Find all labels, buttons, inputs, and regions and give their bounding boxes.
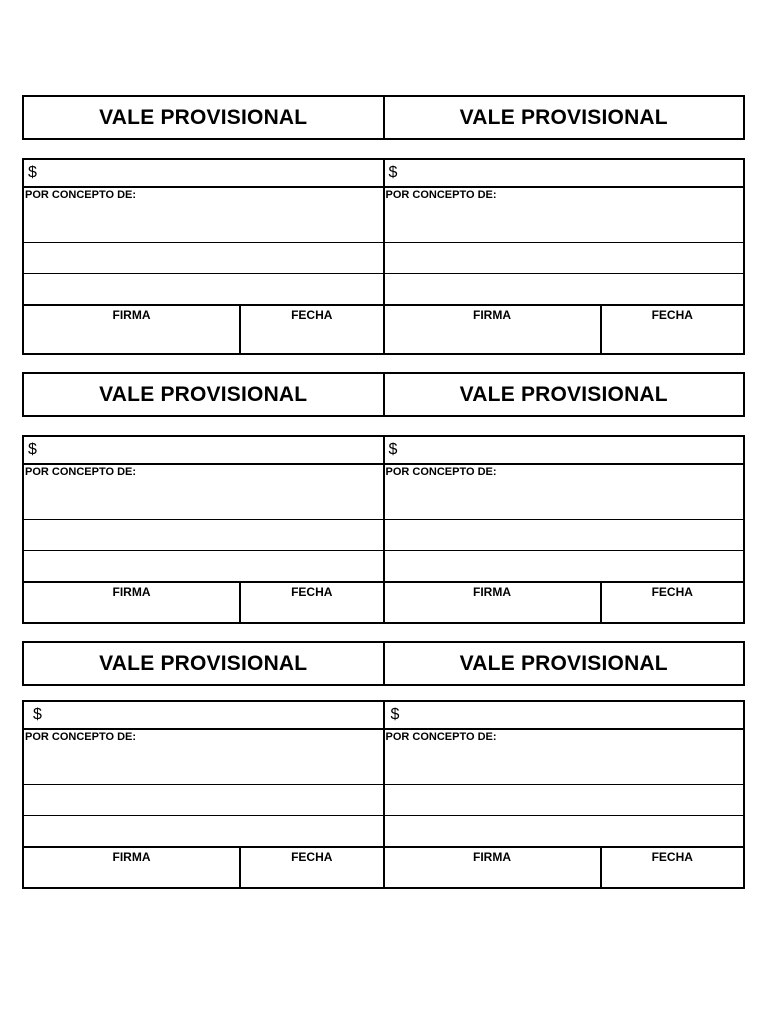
concept-line[interactable] [385,519,744,550]
amount-field[interactable] [385,437,744,463]
fecha-label: FECHA [291,850,333,864]
voucher-form [24,437,383,622]
firma-field[interactable] [385,848,600,887]
voucher-body-row-3 [22,700,745,889]
voucher-header-row-3 [22,641,745,686]
dollar-sign: $ [33,706,42,723]
concept-field[interactable] [385,728,744,784]
concept-label: POR CONCEPTO DE: [385,731,497,743]
concept-field[interactable] [385,463,744,519]
amount-field[interactable] [24,702,383,728]
concept-label: POR CONCEPTO DE: [25,189,137,201]
concept-label: POR CONCEPTO DE: [25,731,137,743]
dollar-sign: $ [388,441,398,458]
concept-field[interactable] [24,728,383,784]
voucher-header-row-1 [22,95,745,140]
firma-label: FIRMA [473,585,511,599]
firma-field[interactable] [24,848,239,887]
voucher-title: VALE PROVISIONAL [383,643,744,684]
concept-label: POR CONCEPTO DE: [385,466,497,478]
dollar-sign: $ [28,441,37,458]
concept-line[interactable] [24,784,383,815]
fecha-field[interactable] [600,848,744,887]
amount-field[interactable] [385,702,744,728]
fecha-field[interactable] [600,583,744,622]
fecha-field[interactable] [239,583,383,622]
concept-line[interactable] [385,815,744,846]
firma-field[interactable] [24,583,239,622]
voucher-title: VALE PROVISIONAL [383,97,744,138]
concept-line[interactable] [24,242,383,273]
firma-field[interactable] [24,306,239,353]
voucher-title: VALE PROVISIONAL [99,651,308,675]
concept-field[interactable] [385,186,744,242]
firma-field[interactable] [385,306,600,353]
voucher-body-row-1 [22,158,745,355]
concept-line[interactable] [24,550,383,581]
concept-field[interactable] [24,463,383,519]
concept-line[interactable] [24,519,383,550]
concept-label: POR CONCEPTO DE: [385,189,497,201]
voucher-title: VALE PROVISIONAL [99,105,308,129]
fecha-label: FECHA [651,850,693,864]
voucher-title: VALE PROVISIONAL [99,382,308,406]
fecha-field[interactable] [239,848,383,887]
signature-row [24,846,383,887]
concept-label: POR CONCEPTO DE: [25,466,137,478]
voucher-title: VALE PROVISIONAL [383,374,744,415]
signature-row [385,304,744,353]
voucher-form [383,702,744,887]
firma-label: FIRMA [112,585,151,599]
dollar-sign: $ [390,706,400,723]
voucher-header-row-2 [22,372,745,417]
firma-field[interactable] [385,583,600,622]
amount-field[interactable] [385,160,744,186]
dollar-sign: $ [28,164,37,181]
voucher-form [24,702,383,887]
concept-line[interactable] [385,242,744,273]
signature-row [385,846,744,887]
concept-field[interactable] [24,186,383,242]
concept-line[interactable] [385,273,744,304]
voucher-form [383,437,744,622]
fecha-field[interactable] [600,306,744,353]
concept-line[interactable] [385,550,744,581]
fecha-label: FECHA [291,585,333,599]
signature-row [24,581,383,622]
fecha-label: FECHA [651,308,693,322]
firma-label: FIRMA [473,850,511,864]
concept-line[interactable] [24,815,383,846]
amount-field[interactable] [24,160,383,186]
firma-label: FIRMA [112,308,151,322]
concept-line[interactable] [24,273,383,304]
firma-label: FIRMA [473,308,511,322]
voucher-form [24,160,383,353]
voucher-form [383,160,744,353]
signature-row [24,304,383,353]
dollar-sign: $ [388,164,398,181]
firma-label: FIRMA [112,850,151,864]
fecha-label: FECHA [651,585,693,599]
concept-line[interactable] [385,784,744,815]
fecha-label: FECHA [291,308,333,322]
fecha-field[interactable] [239,306,383,353]
amount-field[interactable] [24,437,383,463]
signature-row [385,581,744,622]
voucher-body-row-2 [22,435,745,624]
